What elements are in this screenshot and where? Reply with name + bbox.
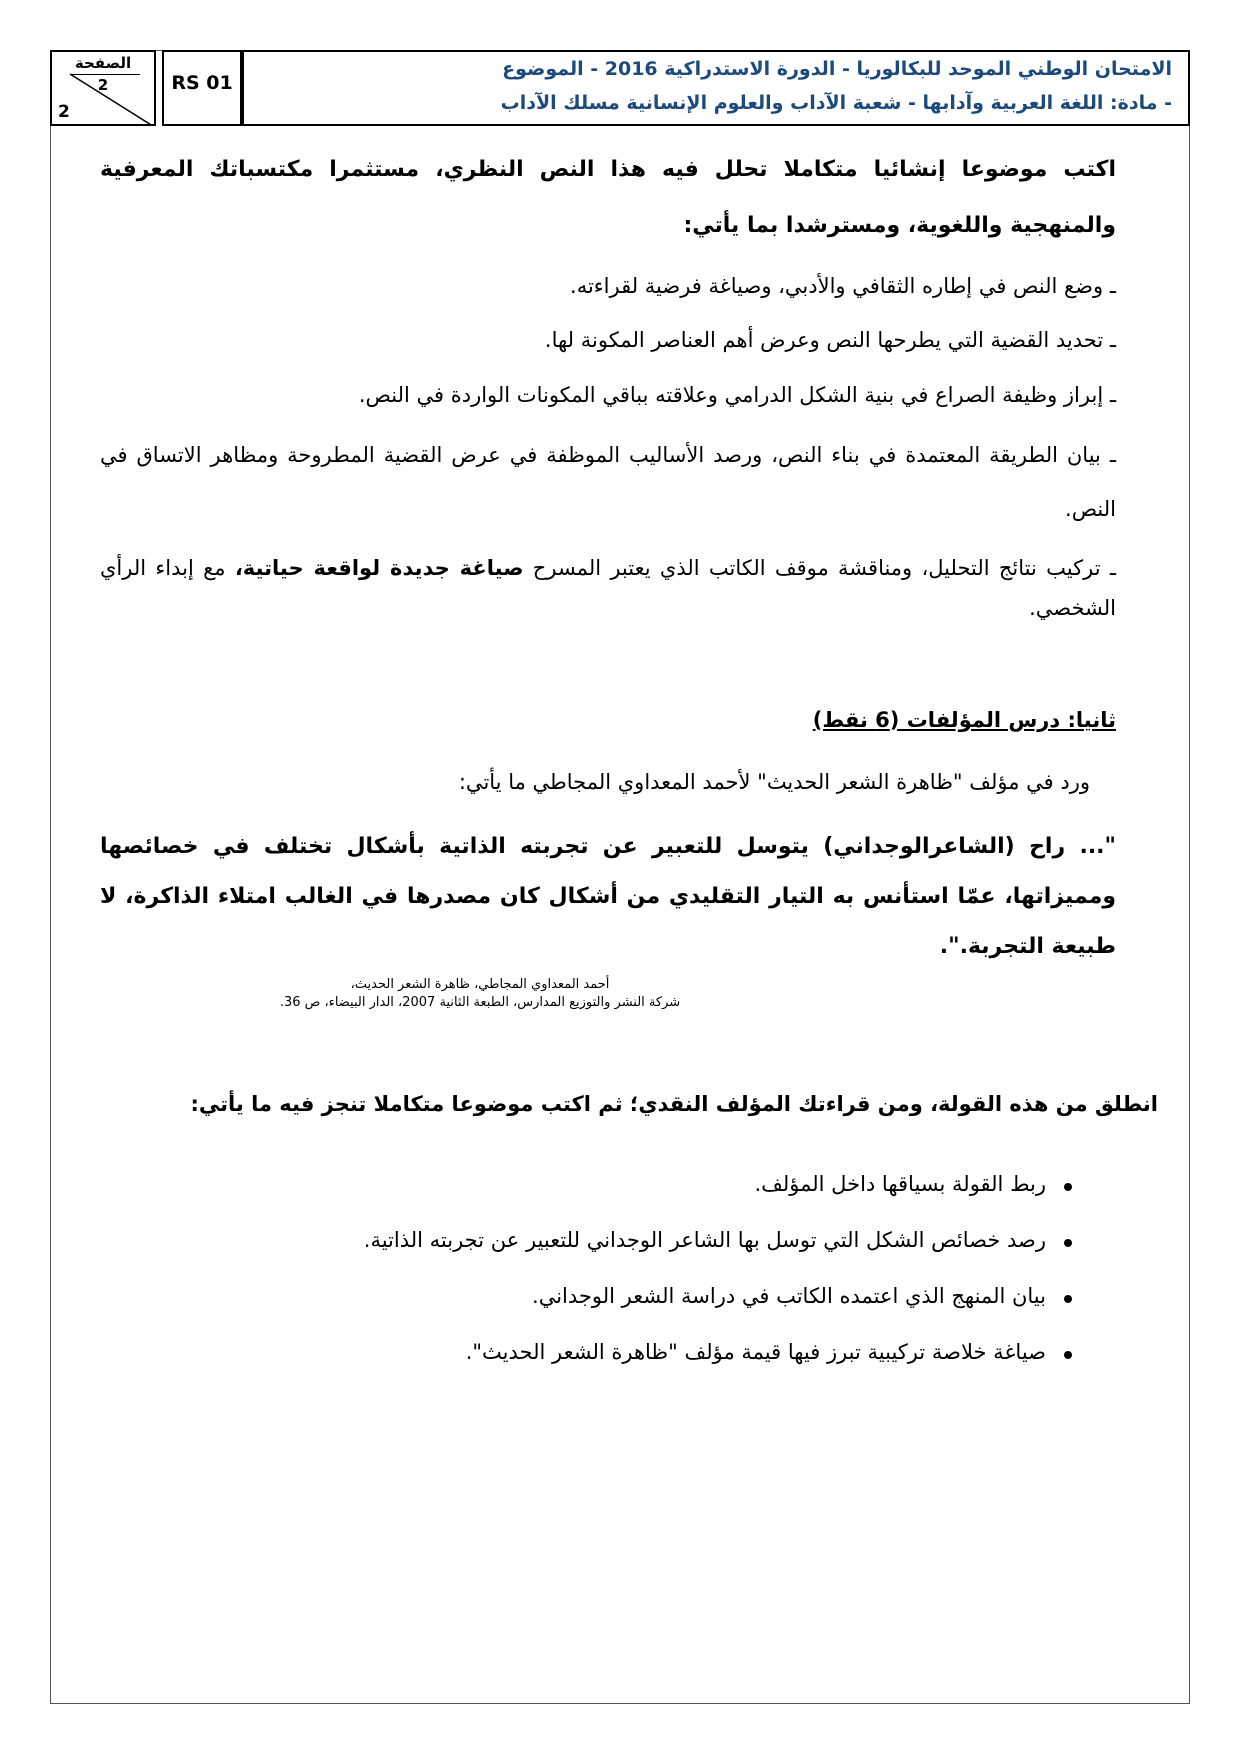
task-text: بيان المنهج الذي اعتمده الكاتب في دراسة الشعر الوجداني.	[532, 1284, 1046, 1308]
exam-code-box	[162, 50, 242, 126]
exam-title-line1: الامتحان الوطني الموحد للبكالوريا - الدورة الاستدراكية 2016 - الموضوع	[502, 58, 1172, 80]
task-item	[100, 1340, 1076, 1396]
bullet-icon	[1064, 1183, 1072, 1191]
part2-task-list	[100, 1172, 1076, 1396]
bullet-icon	[1064, 1295, 1072, 1303]
part1-intro: اكتب موضوعا إنشائيا متكاملا تحلل فيه هذا النص النظري، مستثمرا مكتسباتك المعرفية والمنهجية واللغوية، ومسترشدا بما يأتي:	[100, 157, 1116, 238]
task-item	[100, 1284, 1076, 1340]
quote-citation	[200, 976, 760, 1012]
citation-line-1: أحمد المعداوي المجاطي، ظاهرة الشعر الحديث،	[350, 977, 610, 992]
part1-item-5-end: مع إبداء الرأي الشخصي.	[100, 556, 1116, 620]
task-item	[100, 1228, 1076, 1284]
citation-line-2: شركة النشر والتوزيع المدارس، الطبعة الثانية 2007، الدار البيضاء، ص 36.	[279, 995, 681, 1010]
bullet-icon	[1064, 1351, 1072, 1359]
part1-item-1: ـ وضع النص في إطاره الثقافي والأدبي، وصياغة فرضية لقراءته.	[570, 274, 1116, 298]
part1-item-3: ـ إبراز وظيفة الصراع في بنية الشكل الدرامي وعلاقته بباقي المكونات الواردة في النص.	[358, 383, 1116, 407]
task-text: ربط القولة بسياقها داخل المؤلف.	[754, 1172, 1046, 1196]
part1-item-5-emphasis: صياغة جديدة لواقعة حياتية،	[234, 556, 524, 580]
part2-quote: "... راح (الشاعرالوجداني) يتوسل للتعبير عن تجربته الذاتية بأشكال تختلف في خصائصها ومميزاتها، عمّا استأنس به التيار التقليدي من أشكال كان مصدرها في الغالب امتلاء الذاكرة، لا طبيعة التجربة.".	[100, 834, 1116, 959]
part2-heading: ثانيا: درس المؤلفات (6 نقط)	[812, 708, 1116, 732]
page-total: 2	[58, 102, 70, 122]
task-text: صياغة خلاصة تركيبية تبرز فيها قيمة مؤلف "ظاهرة الشعر الحديث".	[465, 1340, 1046, 1364]
page-label-underline	[70, 74, 140, 75]
exam-header	[50, 50, 1190, 128]
task-item	[100, 1172, 1076, 1228]
part1-item-2: ـ تحديد القضية التي يطرحها النص وعرض أهم العناصر المكونة لها.	[544, 328, 1116, 352]
part1-item-4: ـ بيان الطريقة المعتمدة في بناء النص، ورصد الأساليب الموظفة في عرض القضية المطروحة ومظاهر الاتساق في النص.	[100, 443, 1116, 521]
task-text: رصد خصائص الشكل التي توسل بها الشاعر الوجداني للتعبير عن تجربته الذاتية.	[363, 1228, 1046, 1252]
exam-code: RS 01	[171, 72, 233, 94]
part2-lead: ورد في مؤلف "ظاهرة الشعر الحديث" لأحمد المعداوي المجاطي ما يأتي:	[458, 770, 1090, 794]
bullet-icon	[1064, 1239, 1072, 1247]
part2-instruction: انطلق من هذه القولة، ومن قراءتك المؤلف النقدي؛ ثم اكتب موضوعا متكاملا تنجز فيه ما يأتي:	[190, 1092, 1158, 1116]
part1-item-5	[100, 548, 1116, 628]
page-number-box	[50, 50, 156, 126]
exam-title-line2: - مادة: اللغة العربية وآدابها - شعبة الآداب والعلوم الإنسانية مسلك الآداب	[500, 92, 1172, 114]
page-label: الصفحة	[74, 54, 132, 72]
part1-item-5-start: ـ تركيب نتائج التحليل، ومناقشة موقف الكاتب الذي يعتبر المسرح	[523, 556, 1116, 580]
exam-title-box	[242, 50, 1190, 126]
page-current: 2	[97, 76, 109, 94]
